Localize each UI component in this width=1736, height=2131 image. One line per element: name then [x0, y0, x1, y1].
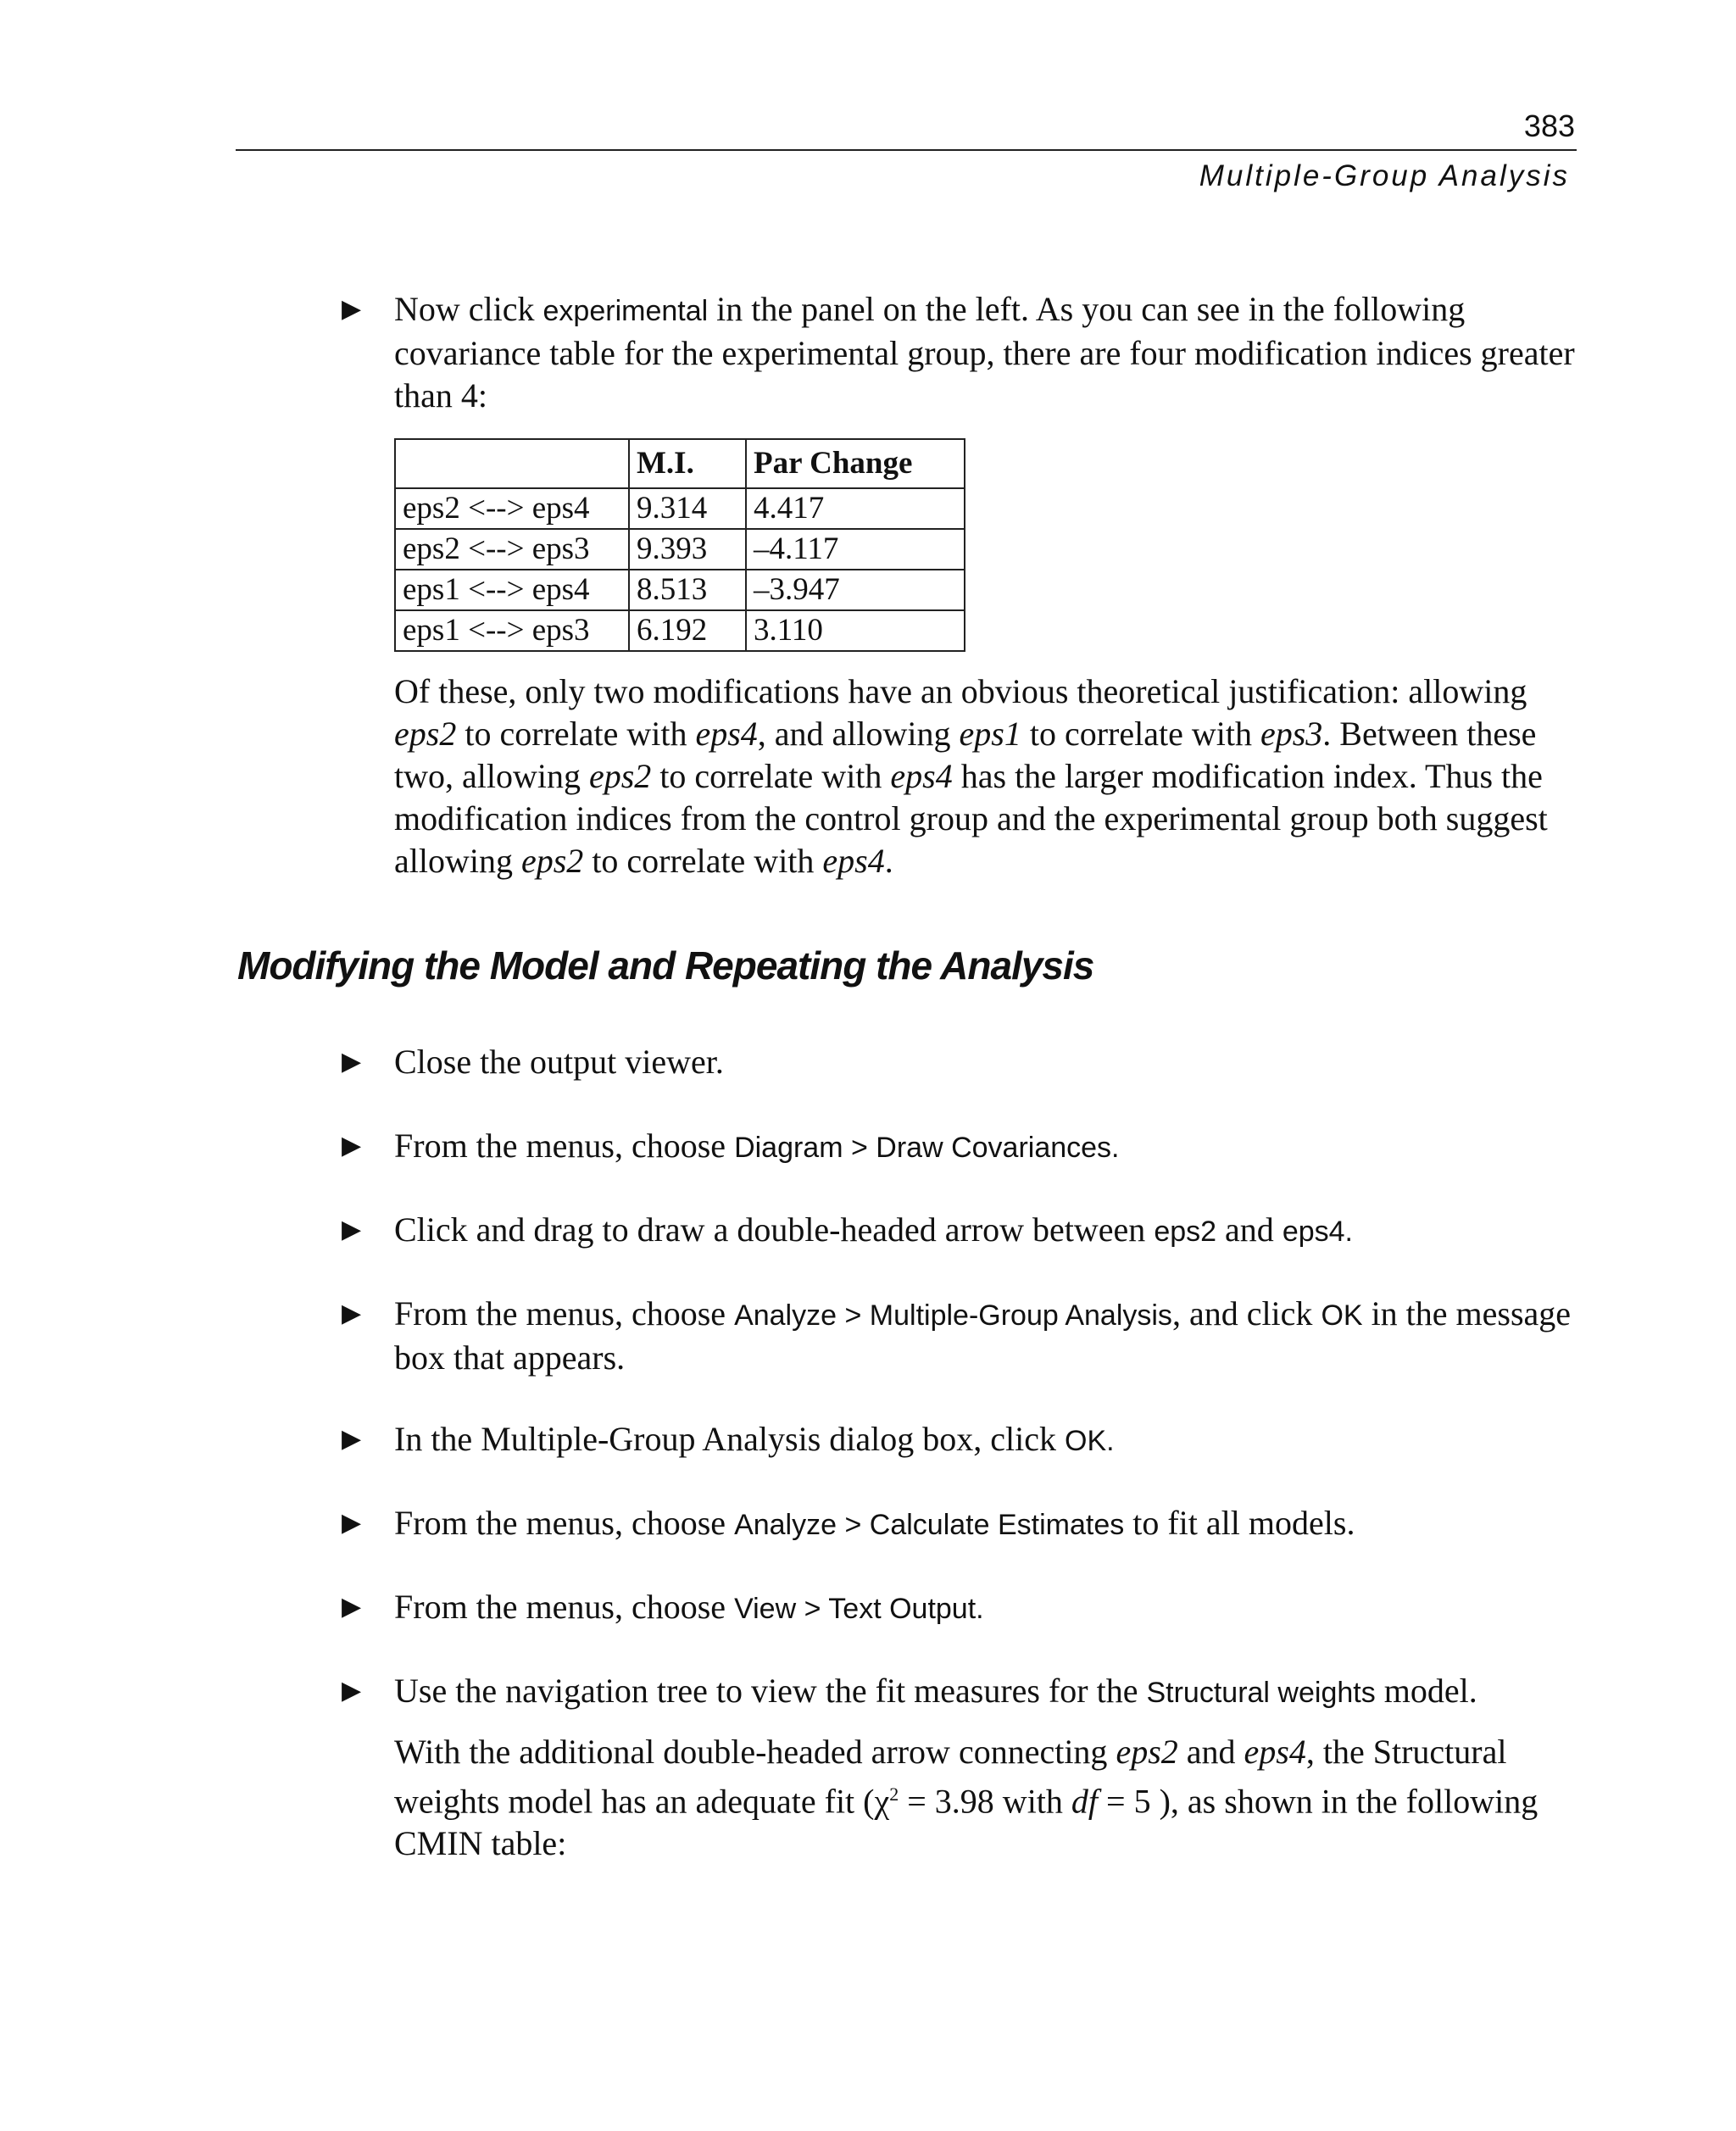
analysis-paragraph: Of these, only two modifications have an obvious theoretical justification: allowing eps2 to correlate with eps4, and allowing eps1 to correlate with eps3. Between these two, allowing eps2 to correlate with eps4 has the larger modification index. Thus the modification indices from the control group and the experimental group both suggest allowing eps2 to correlate with eps4.	[394, 672, 1548, 880]
table-cell: 8.513	[629, 570, 746, 610]
table-cell: eps2 <--> eps4	[395, 488, 629, 529]
chi-symbol: χ	[874, 1782, 890, 1821]
table-row	[395, 529, 965, 570]
table-cell: 9.393	[629, 529, 746, 570]
table-cell: 3.110	[746, 610, 965, 651]
table-header-cell: Par Change	[746, 439, 965, 488]
table-cell: –3.947	[746, 570, 965, 610]
modification-indices-table	[394, 438, 965, 652]
table-cell: eps2 <--> eps3	[395, 529, 629, 570]
bullet-arrow-icon: ▶	[342, 1299, 362, 1327]
bullet-arrow-icon: ▶	[342, 1677, 362, 1705]
table-cell: 4.417	[746, 488, 965, 529]
table-cell: 9.314	[629, 488, 746, 529]
table-cell: –4.117	[746, 529, 965, 570]
bullet-arrow-icon: ▶	[342, 1509, 362, 1537]
step-close-viewer: ▶ Close the output viewer.	[394, 1041, 1581, 1083]
step-multiple-group-analysis: ▶ From the menus, choose Analyze > Multiple-Group Analysis, and click OK in the message box that appears.	[342, 1294, 1572, 1377]
header-rule	[236, 149, 1577, 151]
intro-post: in the panel on the left. As you can see in the following covariance table for the experimental group, there are four modification indices greater than 4:	[394, 290, 1575, 415]
intro-ui-experimental: experimental	[542, 295, 709, 327]
closing-paragraph: With the additional double-headed arrow connecting eps2 and eps4, the Structural weights model has an adequate fit ($\chi^2 = 3.98$ with df = 5 ), as shown in the following CMIN table:	[394, 1733, 1538, 1863]
step-dialog-ok: ▶ In the Multiple-Group Analysis dialog box, click OK.	[394, 1418, 1581, 1462]
bullet-arrow-icon: ▶	[342, 1216, 362, 1244]
bullet-arrow-icon: ▶	[342, 1593, 362, 1621]
table-header-row	[395, 439, 965, 488]
bullet-arrow-icon: ▶	[342, 1048, 362, 1076]
table-row	[395, 610, 965, 651]
table-header-cell: M.I.	[629, 439, 746, 488]
bullet-arrow-icon: ▶	[342, 1425, 362, 1453]
step-navigation-tree: ▶ Use the navigation tree to view the fit measures for the Structural weights model.	[394, 1670, 1581, 1714]
table-header-cell	[395, 439, 629, 488]
page-number: 383	[1523, 108, 1575, 143]
intro-pre: Now click	[394, 290, 543, 328]
step-draw-arrow: ▶ Click and drag to draw a double-headed arrow between eps2 and eps4.	[394, 1209, 1581, 1253]
step-calculate-estimates: ▶ From the menus, choose Analyze > Calculate Estimates to fit all models.	[394, 1502, 1581, 1546]
intro-step	[342, 288, 1581, 417]
bullet-arrow-icon: ▶	[342, 295, 362, 323]
table-cell: eps1 <--> eps3	[395, 610, 629, 651]
bullet-arrow-icon: ▶	[342, 1132, 362, 1160]
table-row	[395, 570, 965, 610]
table-cell: 6.192	[629, 610, 746, 651]
step-draw-covariances: ▶ From the menus, choose Diagram > Draw Covariances.	[394, 1125, 1581, 1169]
step-text-output: ▶ From the menus, choose View > Text Output.	[394, 1586, 1581, 1630]
table-cell: eps1 <--> eps4	[395, 570, 629, 610]
section-heading: Modifying the Model and Repeating the Analysis	[237, 943, 1094, 988]
running-head: Multiple-Group Analysis	[1199, 159, 1570, 192]
table-row	[395, 488, 965, 529]
